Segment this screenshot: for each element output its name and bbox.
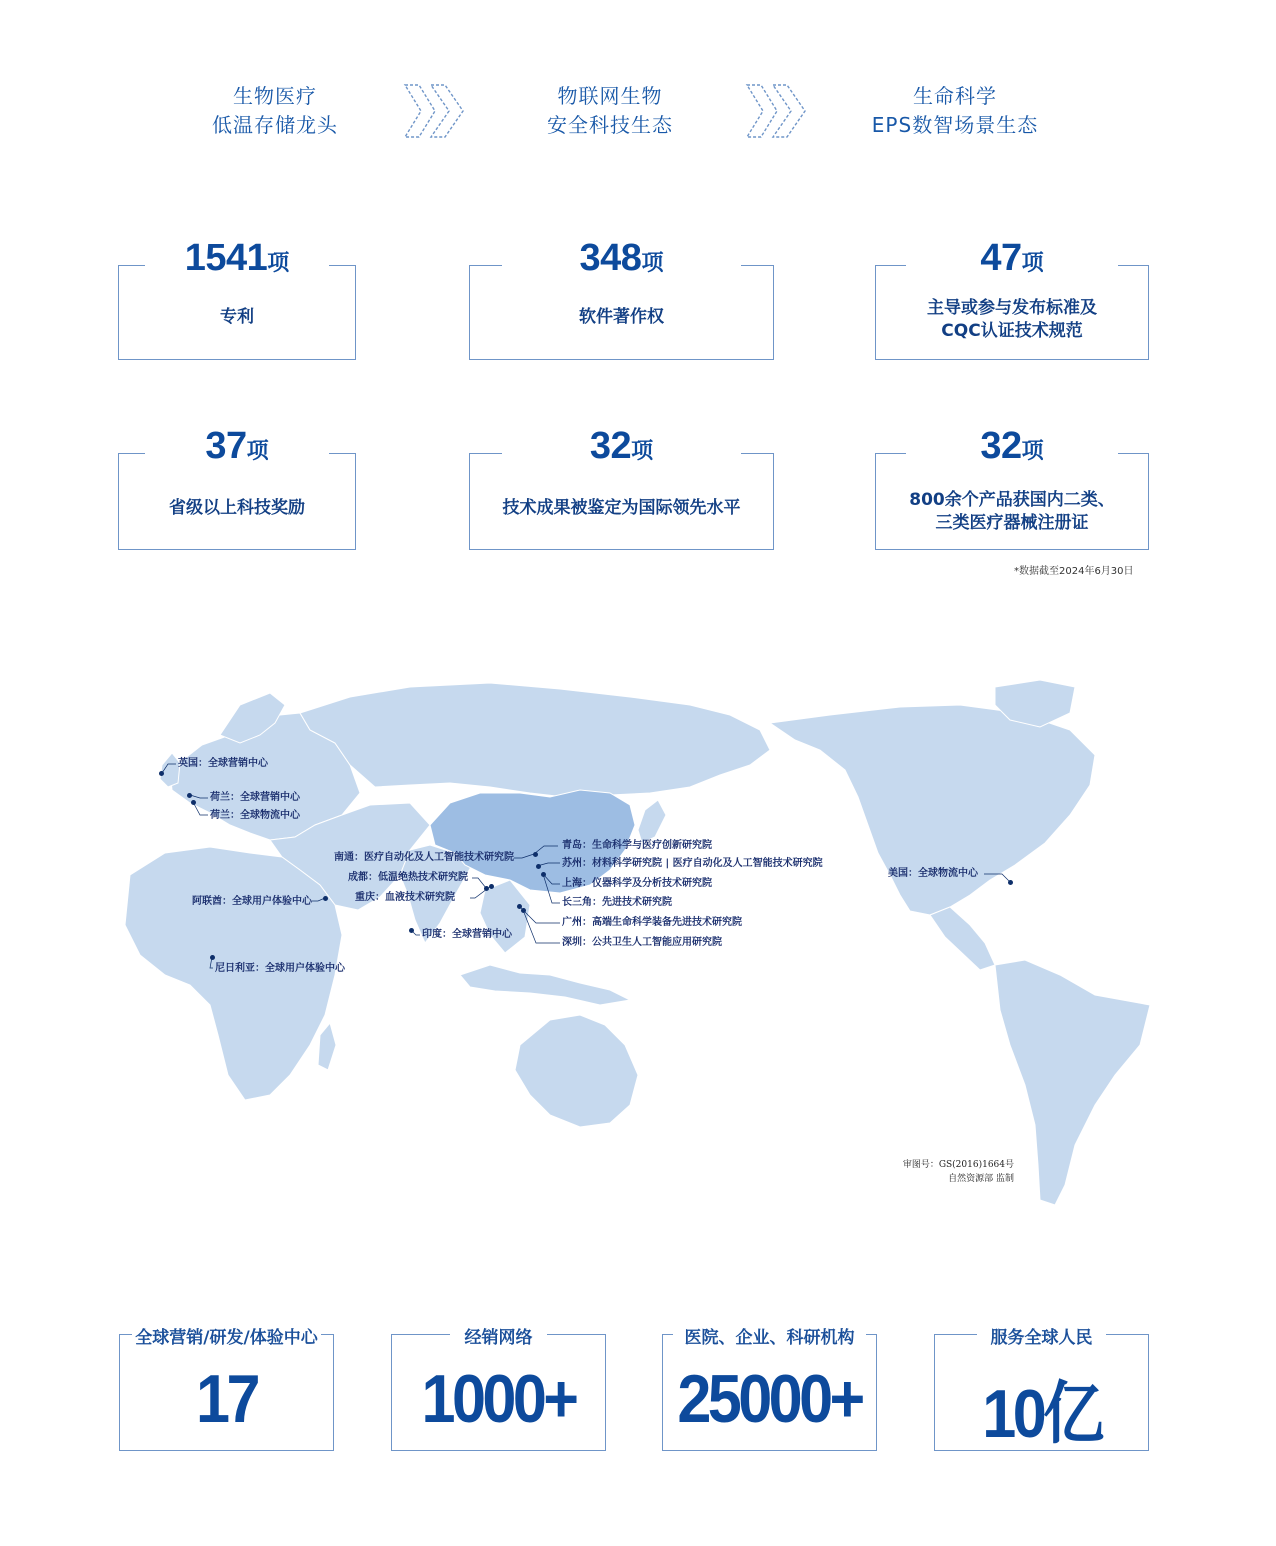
map-label-guangzhou: 广州：高端生命科学装备先进技术研究院: [562, 917, 742, 928]
summary-box-institutions: [662, 1328, 877, 1451]
flow-step-1-line1: 生物医疗: [233, 84, 317, 108]
summary-box-centers: [119, 1328, 334, 1451]
map-label-chengdu: 成都：低温绝热技术研究院: [348, 872, 468, 883]
summary-title: 医院、企业、科研机构: [684, 1328, 855, 1348]
stat-desc: 技术成果被鉴定为国际领先水平: [502, 498, 741, 518]
stat-number: 32项: [589, 425, 654, 467]
map-label-usa: 美国：全球物流中心: [888, 868, 978, 879]
summary-value: 25000+: [677, 1361, 862, 1437]
approval-line-2: 自然资源部 监制: [948, 1174, 1014, 1184]
map-label-qingdao: 青岛：生命科学与医疗创新研究院: [562, 840, 712, 851]
stat-number: 348项: [579, 237, 664, 279]
map-label-nantong: 南通：医疗自动化及人工智能技术研究院: [334, 852, 514, 863]
map-label-india: 印度：全球营销中心: [422, 929, 512, 940]
summary-title: 经销网络: [464, 1328, 533, 1348]
flow-step-3-line2: EPS数智场景生态: [871, 113, 1039, 137]
flow-step-1-line2: 低温存储龙头: [212, 113, 338, 137]
data-cutoff-note: *数据截至2024年6月30日: [1014, 566, 1134, 577]
approval-line-1: 审图号：GS(2016)1664号: [902, 1160, 1014, 1170]
flow-step-3-line1: 生命科学: [913, 84, 997, 108]
stat-number: 1541项: [184, 237, 290, 279]
map-label-shanghai: 上海：仪器科学及分析技术研究院: [562, 878, 712, 889]
map-label-shenzhen: 深圳：公共卫生人工智能应用研究院: [562, 937, 722, 948]
summary-value: 17: [196, 1361, 257, 1437]
stat-desc: 软件著作权: [579, 307, 664, 327]
flow-step-2-line2: 安全科技生态: [547, 113, 673, 137]
map-label-uk: 英国：全球营销中心: [178, 758, 268, 769]
summary-title: 全球营销/研发/体验中心: [135, 1328, 318, 1348]
map-approval-number: [880, 1158, 1014, 1186]
map-label-uae: 阿联酋：全球用户体验中心: [192, 896, 312, 907]
map-label-chongqing: 重庆：血液技术研究院: [355, 892, 455, 903]
map-label-nigeria: 尼日利亚：全球用户体验中心: [215, 963, 345, 974]
stat-desc: 主导或参与发布标准及 CQC认证技术规范: [927, 298, 1097, 341]
map-label-nl-marketing: 荷兰：全球营销中心: [210, 792, 300, 803]
summary-value: 1000+: [421, 1361, 576, 1437]
summary-box-distribution: [391, 1328, 606, 1451]
map-label-yangtze-delta: 长三角：先进技术研究院: [562, 897, 672, 908]
stat-desc: 800余个产品获国内二类、 三类医疗器械注册证: [909, 490, 1115, 533]
summary-box-population: [934, 1328, 1149, 1452]
flow-step-2-line1: 物联网生物: [557, 84, 663, 108]
stat-desc: 专利: [220, 307, 254, 327]
stat-number: 32项: [980, 425, 1044, 467]
summary-value: 10亿: [982, 1376, 1101, 1452]
stat-desc: 省级以上科技奖励: [169, 498, 305, 518]
summary-title: 服务全球人民: [990, 1328, 1093, 1348]
map-label-suzhou: 苏州：材料科学研究院 | 医疗自动化及人工智能技术研究院: [562, 858, 823, 869]
map-label-nl-logistics: 荷兰：全球物流中心: [210, 810, 300, 821]
stat-number: 47项: [980, 237, 1044, 279]
stat-number: 37项: [205, 425, 269, 467]
